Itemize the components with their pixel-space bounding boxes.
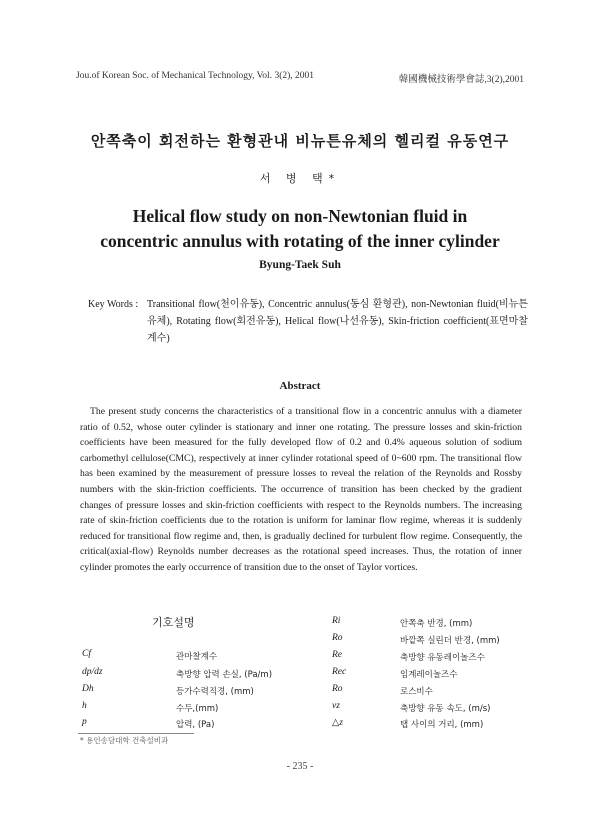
journal-header-left: Jou.of Korean Soc. of Mechanical Technology, Vol. 3(2), 2001 [76, 71, 315, 81]
nomenclature-symbol: △z [332, 718, 344, 728]
page-number: - 235 - [286, 761, 314, 772]
nomenclature-symbol: vz [332, 701, 340, 711]
footnote-divider [78, 733, 194, 734]
nomenclature-left-row [82, 701, 87, 711]
nomenclature-right-row [332, 650, 342, 660]
keywords-text: Transitional flow(천이유동), Concentric annulus(동심 환형관), non-Newtonian fluid(비뉴튼 유체), Rotating flow(회전유동), Helical flow(나선유동), Skin-friction coefficient(표면마찰계수) [147, 299, 528, 344]
nomenclature-left-row [82, 667, 103, 677]
nomenclature-left-row [82, 649, 91, 659]
nomenclature-right-row [332, 701, 340, 711]
nomenclature-right-row [332, 667, 346, 677]
abstract-heading: Abstract [279, 380, 321, 392]
english-title [40, 204, 560, 254]
nomenclature-desc: 등가수력직경, (mm) [176, 687, 254, 697]
nomenclature-symbol: Ro [332, 633, 343, 643]
nomenclature-right-row [332, 717, 343, 728]
nomenclature-desc: 로스비수 [400, 687, 433, 697]
footnote: * 용인송담대학 건축설비과 [80, 736, 169, 745]
nomenclature-heading: 기호설명 [152, 616, 195, 629]
abstract-body: The present study concerns the characteristics of a transitional flow in a concentric annulus with a diameter ratio of 0.52, whose outer cylinder is stationary and inner one rotating. The pressure losses and skin-friction coefficients have been measured for the fully developed flow of 0.2 and 0.4% aqueous solution of sodium carbomethyl cellulose(CMC), respectively at inner cylinder rotational speed of 0~600 rpm. The transitional flow has been examined by the measurement of pressure losses to reveal the relation of the Reynolds and Rossby numbers with the skin-friction coefficients. The occurrence of transition has been checked by the gradient changes of pressure losses and skin-friction coefficients with respect to the Reynolds numbers. The increasing rate of skin-friction coefficients due to the rotation is uniform for laminar flow regime, whereas it is suddenly reduced for transitional flow regime and, then, is gradually declined for turbulent flow regime. Consequently, the critical(axial-flow) Reynolds number decreases as the rotational speed increases. Thus, the rotation of inner cylinder promotes the early occurrence of transition due to the onset of Taylor vortices. [80, 406, 522, 573]
nomenclature-desc: 바깥쪽 실린더 반경, (mm) [400, 636, 500, 646]
nomenclature-symbol: Cf [82, 649, 91, 659]
keywords-label: Key Words : [88, 299, 139, 310]
keywords-block [88, 296, 528, 347]
nomenclature-desc: 안쪽축 반경, (mm) [400, 619, 473, 629]
nomenclature-right-row [332, 684, 343, 694]
nomenclature-symbol: h [82, 701, 87, 711]
english-title-line2: concentric annulus with rotating of the inner cylinder [100, 231, 500, 251]
english-title-line1: Helical flow study on non-Newtonian fluid in [132, 206, 468, 226]
korean-title: 안쪽축이 회전하는 환형관내 비뉴튼유체의 헬리컬 유동연구 [90, 132, 510, 150]
nomenclature-desc: 탭 사이의 거리, (mm) [400, 720, 484, 730]
english-author: Byung-Taek Suh [259, 259, 341, 271]
nomenclature-left-row [82, 684, 94, 694]
nomenclature-desc: 축방향 유동레이놀즈수 [400, 653, 485, 663]
nomenclature-desc: 관마찰계수 [176, 652, 218, 662]
nomenclature-desc: 축방향 유동 속도, (m/s) [400, 704, 491, 714]
nomenclature-desc: 압력, (Pa) [176, 720, 215, 730]
nomenclature-symbol: Rec [332, 667, 347, 677]
nomenclature-left-row [82, 717, 87, 727]
nomenclature-desc: 축방향 압력 손실, (Pa/m) [176, 670, 273, 680]
nomenclature-right-row [332, 633, 343, 643]
nomenclature-symbol: Re [332, 650, 343, 660]
nomenclature-symbol: dp/dz [82, 667, 103, 677]
nomenclature-symbol: Ri [332, 616, 341, 626]
nomenclature-symbol: Dh [82, 684, 94, 694]
journal-header-right: 韓國機械技術學會誌,3(2),2001 [398, 75, 524, 85]
nomenclature-symbol: Ro [332, 684, 343, 694]
nomenclature-desc: 임계레이놀즈수 [400, 670, 458, 680]
nomenclature-desc: 수두,(mm) [176, 704, 219, 714]
korean-author: 서 병 택* [259, 172, 341, 185]
nomenclature-symbol: p [82, 717, 87, 727]
nomenclature-right-row [332, 616, 340, 626]
